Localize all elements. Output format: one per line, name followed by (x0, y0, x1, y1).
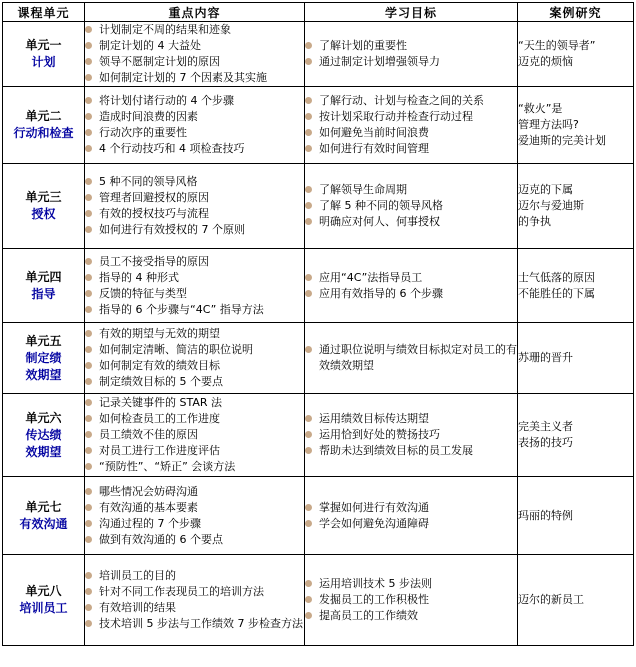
list-item: 技术培训 5 步法与工作绩效 7 步检查方法 (85, 616, 304, 632)
bullet-icon (85, 362, 92, 369)
bullet-icon (85, 274, 92, 281)
bullet-icon (305, 129, 312, 136)
bullet-icon (85, 572, 92, 579)
unit-cell (3, 22, 85, 87)
table-header-row (3, 3, 634, 22)
list-item: 学会如何避免沟通障碍 (305, 516, 517, 532)
unit-name: 单元三 (25, 190, 62, 204)
bullet-icon (305, 415, 312, 422)
bullet-icon (85, 447, 92, 454)
case-line: 苏珊的晋升 (518, 351, 573, 364)
list-item: 应用有效指导的 6 个步骤 (305, 286, 517, 302)
list-item: 如何制定计划的 7 个因素及其实施 (85, 70, 304, 86)
learning-goals-cell (305, 555, 518, 646)
unit-topic: 培训员工 (19, 601, 68, 615)
case-study-cell (518, 394, 634, 477)
list-item: 了解领导生命周期 (305, 182, 517, 198)
case-line: 完美主义者 (518, 420, 573, 433)
list-item: 指导的 4 种形式 (85, 270, 304, 286)
list-item: 了解 5 种不同的领导风格 (305, 198, 517, 214)
bullet-icon (85, 431, 92, 438)
bullet-icon (305, 290, 312, 297)
list-item: 运用恰到好处的赞扬技巧 (305, 427, 517, 443)
key-content-cell (85, 164, 305, 249)
bullet-icon (85, 415, 92, 422)
list-item: 员工不接受指导的原因 (85, 254, 304, 270)
table-row (3, 87, 634, 164)
list-item: 如何进行有效时间管理 (305, 141, 517, 157)
bullet-icon (85, 42, 92, 49)
table-row (3, 555, 634, 646)
list-item: 掌握如何进行有效沟通 (305, 500, 517, 516)
list-item: 有效的授权技巧与流程 (85, 206, 304, 222)
list-item: 针对不同工作表现员工的培训方法 (85, 584, 304, 600)
unit-name: 单元五 (25, 333, 62, 348)
list-item: 4 个行动技巧和 4 项检查技巧 (85, 141, 304, 157)
table-row (3, 323, 634, 394)
list-item: 反馈的特征与类型 (85, 286, 304, 302)
list-item: 行动次序的重要性 (85, 125, 304, 141)
case-study-cell (518, 249, 634, 323)
bullet-icon (305, 612, 312, 619)
unit-topic: 计划 (31, 55, 56, 69)
bullet-icon (85, 504, 92, 511)
bullet-icon (305, 580, 312, 587)
unit-cell (3, 249, 85, 323)
bullet-icon (85, 74, 92, 81)
list-item: 造成时间浪费的因素 (85, 109, 304, 125)
list-item: 领导不愿制定计划的原因 (85, 54, 304, 70)
case-line: 迈尔与爱迪斯 (518, 199, 584, 212)
table-row (3, 249, 634, 323)
bullet-icon (85, 113, 92, 120)
bullet-icon (85, 620, 92, 627)
list-item: 有效沟通的基本要素 (85, 500, 304, 516)
bullet-icon (305, 97, 312, 104)
bullet-icon (85, 378, 92, 385)
bullet-icon (85, 399, 92, 406)
case-line: 管理方法吗? (518, 118, 579, 131)
key-content-cell (85, 477, 305, 555)
list-item: 计划制定不周的结果和迹象 (85, 22, 304, 38)
learning-goals-cell (305, 87, 518, 164)
unit-topic: 制定绩 (25, 350, 62, 365)
list-item: 5 种不同的领导风格 (85, 174, 304, 190)
unit-name: 单元八 (25, 584, 62, 598)
case-study-cell (518, 555, 634, 646)
table-row (3, 477, 634, 555)
bullet-icon (85, 536, 92, 543)
bullet-icon (85, 210, 92, 217)
bullet-icon (305, 218, 312, 225)
table-row (3, 22, 634, 87)
key-content-cell (85, 249, 305, 323)
bullet-icon (305, 274, 312, 281)
case-line: “天生的领导者” (518, 39, 596, 52)
list-item: 记录关键事件的 STAR 法 (85, 395, 304, 411)
case-study-cell (518, 87, 634, 164)
bullet-icon (305, 596, 312, 603)
bullet-icon (305, 431, 312, 438)
list-item: 了解计划的重要性 (305, 38, 517, 54)
list-item: “预防性”、“矫正” 会谈方法 (85, 459, 304, 475)
unit-name: 单元七 (25, 499, 62, 514)
list-item: 培训员工的目的 (85, 568, 304, 584)
case-line: 表扬的技巧 (518, 436, 573, 449)
list-item: 如何制定有效的绩效目标 (85, 358, 304, 374)
case-line: 迈克的烦恼 (518, 55, 573, 68)
bullet-icon (85, 346, 92, 353)
case-line: 的争执 (518, 215, 551, 228)
bullet-icon (85, 306, 92, 313)
case-line: 爱迪斯的完美计划 (518, 134, 606, 147)
list-item: 做到有效沟通的 6 个要点 (85, 532, 304, 548)
learning-goals-cell (305, 477, 518, 555)
case-line: “救火”是 (518, 102, 563, 115)
list-item: 对员工进行工作进度评估 (85, 443, 304, 459)
list-item: 沟通过程的 7 个步骤 (85, 516, 304, 532)
unit-name: 单元二 (25, 109, 62, 123)
bullet-icon (305, 113, 312, 120)
list-item: 将计划付诸行动的 4 个步骤 (85, 93, 304, 109)
list-item: 了解行动、计划与检查之间的关系 (305, 93, 517, 109)
unit-topic: 授权 (31, 207, 56, 221)
bullet-icon (85, 258, 92, 265)
case-study-cell (518, 164, 634, 249)
list-item: 按计划采取行动并检查行动过程 (305, 109, 517, 125)
list-item: 管理者回避授权的原因 (85, 190, 304, 206)
list-item: 指导的 6 个步骤与“4C” 指导方法 (85, 302, 304, 318)
list-item: 如何进行有效授权的 7 个原则 (85, 222, 304, 238)
list-item: 运用绩效目标传达期望 (305, 411, 517, 427)
list-item: 运用培训技术 5 步法则 (305, 576, 517, 592)
list-item: 提高员工的工作绩效 (305, 608, 517, 624)
unit-cell (3, 323, 85, 394)
table-row (3, 164, 634, 249)
bullet-icon (85, 178, 92, 185)
unit-cell (3, 164, 85, 249)
bullet-icon (85, 520, 92, 527)
unit-topic: 传达绩 (25, 427, 62, 442)
unit-name: 单元六 (25, 410, 62, 425)
case-study-cell (518, 22, 634, 87)
bullet-icon (85, 604, 92, 611)
learning-goals-cell (305, 394, 518, 477)
header-learning-goals: 学习目标 (305, 3, 518, 22)
list-item: 明确应对何人、何事授权 (305, 214, 517, 230)
bullet-icon (305, 520, 312, 527)
unit-cell (3, 477, 85, 555)
unit-cell (3, 555, 85, 646)
unit-name: 单元一 (25, 38, 62, 52)
list-item: 有效培训的结果 (85, 600, 304, 616)
bullet-icon (305, 504, 312, 511)
header-case-study: 案例研究 (518, 3, 634, 22)
bullet-icon (85, 26, 92, 33)
header-unit: 课程单元 (3, 3, 85, 22)
learning-goals-cell (305, 22, 518, 87)
unit-cell (3, 394, 85, 477)
list-item: 发掘员工的工作积极性 (305, 592, 517, 608)
bullet-icon (305, 58, 312, 65)
list-item: 员工绩效不佳的原因 (85, 427, 304, 443)
unit-topic: 指导 (31, 286, 56, 301)
case-line: 迈克的下属 (518, 183, 573, 196)
learning-goals-cell (305, 164, 518, 249)
unit-cell (3, 87, 85, 164)
list-item: 制定绩效目标的 5 个要点 (85, 374, 304, 390)
bullet-icon (85, 129, 92, 136)
list-item: 如何避免当前时间浪费 (305, 125, 517, 141)
unit-topic: 有效沟通 (19, 516, 68, 531)
bullet-icon (305, 346, 312, 353)
list-item: 帮助未达到绩效目标的员工发展 (305, 443, 517, 459)
bullet-icon (85, 463, 92, 470)
case-study-cell (518, 323, 634, 394)
bullet-icon (85, 194, 92, 201)
header-key-content: 重点内容 (85, 3, 305, 22)
bullet-icon (85, 145, 92, 152)
bullet-icon (305, 447, 312, 454)
bullet-icon (85, 58, 92, 65)
bullet-icon (305, 186, 312, 193)
list-item: 通过制定计划增强领导力 (305, 54, 517, 70)
bullet-icon (85, 330, 92, 337)
list-item: 制定计划的 4 大益处 (85, 38, 304, 54)
bullet-icon (305, 145, 312, 152)
bullet-icon (85, 588, 92, 595)
bullet-icon (85, 226, 92, 233)
bullet-icon (85, 488, 92, 495)
bullet-icon (305, 42, 312, 49)
bullet-icon (305, 202, 312, 209)
course-table (2, 2, 634, 646)
unit-topic: 效期望 (25, 367, 62, 382)
list-item: 有效的期望与无效的期望 (85, 326, 304, 342)
list-item: 应用“4C”法指导员工 (305, 270, 517, 286)
learning-goals-cell (305, 249, 518, 323)
case-line: 不能胜任的下属 (518, 286, 595, 300)
case-line: 迈尔的新员工 (518, 593, 584, 606)
learning-goals-cell (305, 323, 518, 394)
list-item: 如何制定清晰、简洁的职位说明 (85, 342, 304, 358)
key-content-cell (85, 323, 305, 394)
bullet-icon (85, 97, 92, 104)
unit-topic: 行动和检查 (13, 126, 74, 140)
key-content-cell (85, 87, 305, 164)
case-line: 玛丽的特例 (518, 508, 573, 522)
unit-topic: 效期望 (25, 444, 62, 459)
key-content-cell (85, 394, 305, 477)
bullet-icon (85, 290, 92, 297)
table-row (3, 394, 634, 477)
key-content-cell (85, 22, 305, 87)
list-item: 如何检查员工的工作进度 (85, 411, 304, 427)
case-study-cell (518, 477, 634, 555)
list-item: 通过职位说明与绩效目标拟定对员工的有效绩效期望 (305, 342, 517, 374)
unit-name: 单元四 (25, 269, 62, 284)
key-content-cell (85, 555, 305, 646)
case-line: 士气低落的原因 (518, 270, 595, 284)
list-item: 哪些情况会妨碍沟通 (85, 484, 304, 500)
